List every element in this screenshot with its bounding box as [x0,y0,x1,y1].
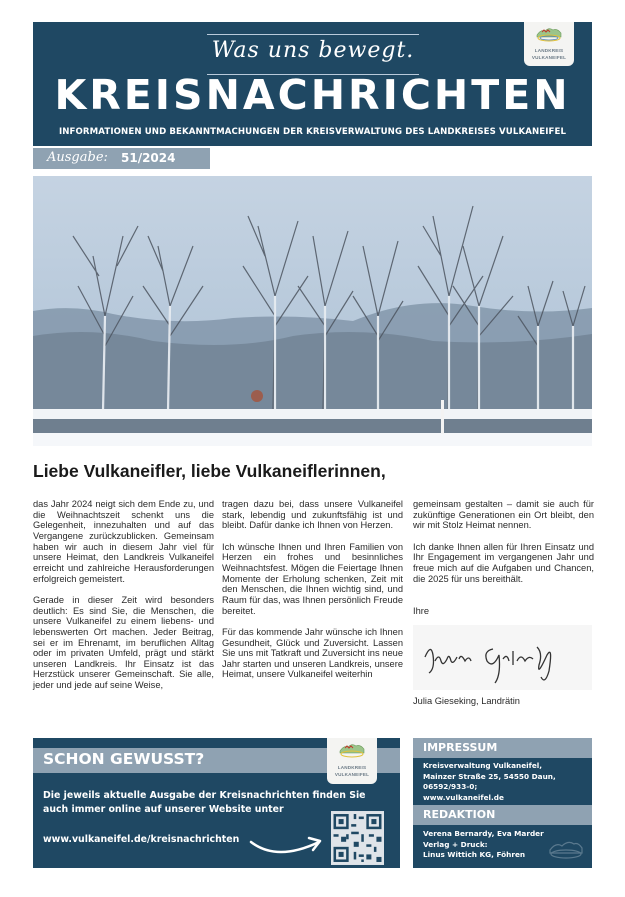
landkreis-vulkaneifel-logo-icon [536,26,562,42]
masthead-banner [33,22,592,146]
article-column-2 [222,499,403,691]
landkreis-logo-small [327,738,377,784]
landkreis-logo [524,22,574,66]
paragraph: Für das kommende Jahr wünsche ich Ihnen Gesundheit, Glück und Zuversicht. Lassen Sie uns mit Tatkraft und Zuversicht ins neue Jahr starten und unseren Landkreis, unsere Heimat, unsere Vulkaneifel weiterhin [222,626,403,680]
info-box-title: SCHON GEWUSST? [43,750,205,768]
issue-label: Ausgabe: [47,150,108,165]
article-headline: Liebe Vulkaneifler, liebe Vulkaneiflerinnen, [33,461,386,481]
signer-name: Julia Gieseking, Landrätin [413,696,520,706]
impressum-address [423,761,588,803]
redaktion-line: Verlag + Druck: [423,839,488,849]
impressum-line: Mainzer Straße 25, 54550 Daun, [423,771,556,781]
impressum-phone: 06592/933-0; [423,782,478,791]
website-link[interactable]: www.vulkaneifel.de/kreisnachrichten [43,834,240,845]
tagline: Was uns bewegt. [211,38,415,63]
paragraph: das Jahr 2024 neigt sich dem Ende zu, und die Weihnachtszeit schenkt uns die Gelegenheit, innezuhalten und auf das Vergangene zurückzublicken. Gemeinsam haben wir auch in diesem Jahr viel für unsere Heimat, den Landkreis Vulkaneifel erreicht und zahlreiche Herausforderungen erfolgreich gemeistert. [33,499,214,584]
paragraph: gemeinsam gestalten – damit sie auch für zukünftige Generationen ein Ort bleibt, den wir mit Stolz Heimat nennen. [413,499,594,531]
closing: Ihre [413,606,430,617]
logo-text-line1: LANDKREIS [337,765,367,770]
handwritten-signature-icon [413,625,592,690]
tagline-block [207,34,419,74]
issue-number: 51/2024 [121,151,176,165]
paragraph: Ich wünsche Ihnen und Ihren Familien von Herzen ein frohes und besinnliches Weihnachtsfest. Mögen die Feiertage Ihnen Momente der Erholung schenken, Zeit mit den Menschen, die Ihnen wichtig sind, und Raum für das, was Ihnen persönlich Freude bereitet. [222,541,403,616]
paragraph: Gerade in dieser Zeit wird besonders deutlich: Es sind Sie, die Menschen, die unsere Vulkaneifel zu einem liebens- und lebenswerten Ort machen. Jeder Beitrag, sei er im Ehrenamt, im beruflichen Alltag oder im privaten Umfeld, prägt und stärkt unseren Landkreis. Ihr Einsatz ist das Herzstück unserer Gemeinschaft. Sie alle, jeder und jede auf seine Weise, [33,594,214,691]
article-column-3 [413,499,594,628]
issue-bar [33,148,210,169]
info-box-schon-gewusst [33,738,400,868]
logo-text-line2: VULKANEIFEL [334,772,370,777]
publication-subtitle: INFORMATIONEN UND BEKANNTMACHUNGEN DER KREISVERWALTUNG DES LANDKREISES VULKANEIFEL [58,127,567,137]
curved-arrow-icon [247,832,327,862]
redaktion-line: Linus Wittich KG, Föhren [423,850,526,859]
impressum-website[interactable]: www.vulkaneifel.de [423,792,504,802]
logo-text-line2: VULKANEIFEL [531,55,567,60]
publication-title: KREISNACHRICHTEN [54,71,571,119]
tagline-rule-top [207,34,419,35]
paragraph: Ich danke Ihnen allen für Ihren Einsatz und Ihr Engagement im vergangenen Jahr und freue mich auf die Aufgaben und Chancen, die 2025 für uns bereithält. [413,541,594,584]
watermark-logo-icon [548,838,584,860]
article-column-1 [33,499,214,701]
paragraph: tragen dazu bei, dass unsere Vulkaneifel stark, lebendig und zukunftsfähig ist und bleibt. Dafür danke ich Ihnen von Herzen. [222,499,403,531]
winter-landscape-photo-icon [33,176,592,446]
impressum-title: IMPRESSUM [423,741,498,754]
redaktion-title: REDAKTION [423,808,496,821]
qr-code-icon[interactable] [331,811,384,865]
logo-text-line1: LANDKREIS [534,48,564,53]
redaktion-line: Verena Bernardy, Eva Marder [423,829,544,838]
landkreis-vulkaneifel-logo-icon [339,742,365,758]
cover-photo [33,176,592,446]
impressum-box [413,738,592,868]
signature-image [413,625,592,690]
impressum-line: Kreisverwaltung Vulkaneifel, [423,761,543,770]
info-box-text: Die jeweils aktuelle Ausgabe der Kreisnachrichten finden Sie auch immer online auf unserer Website unter [43,790,366,815]
